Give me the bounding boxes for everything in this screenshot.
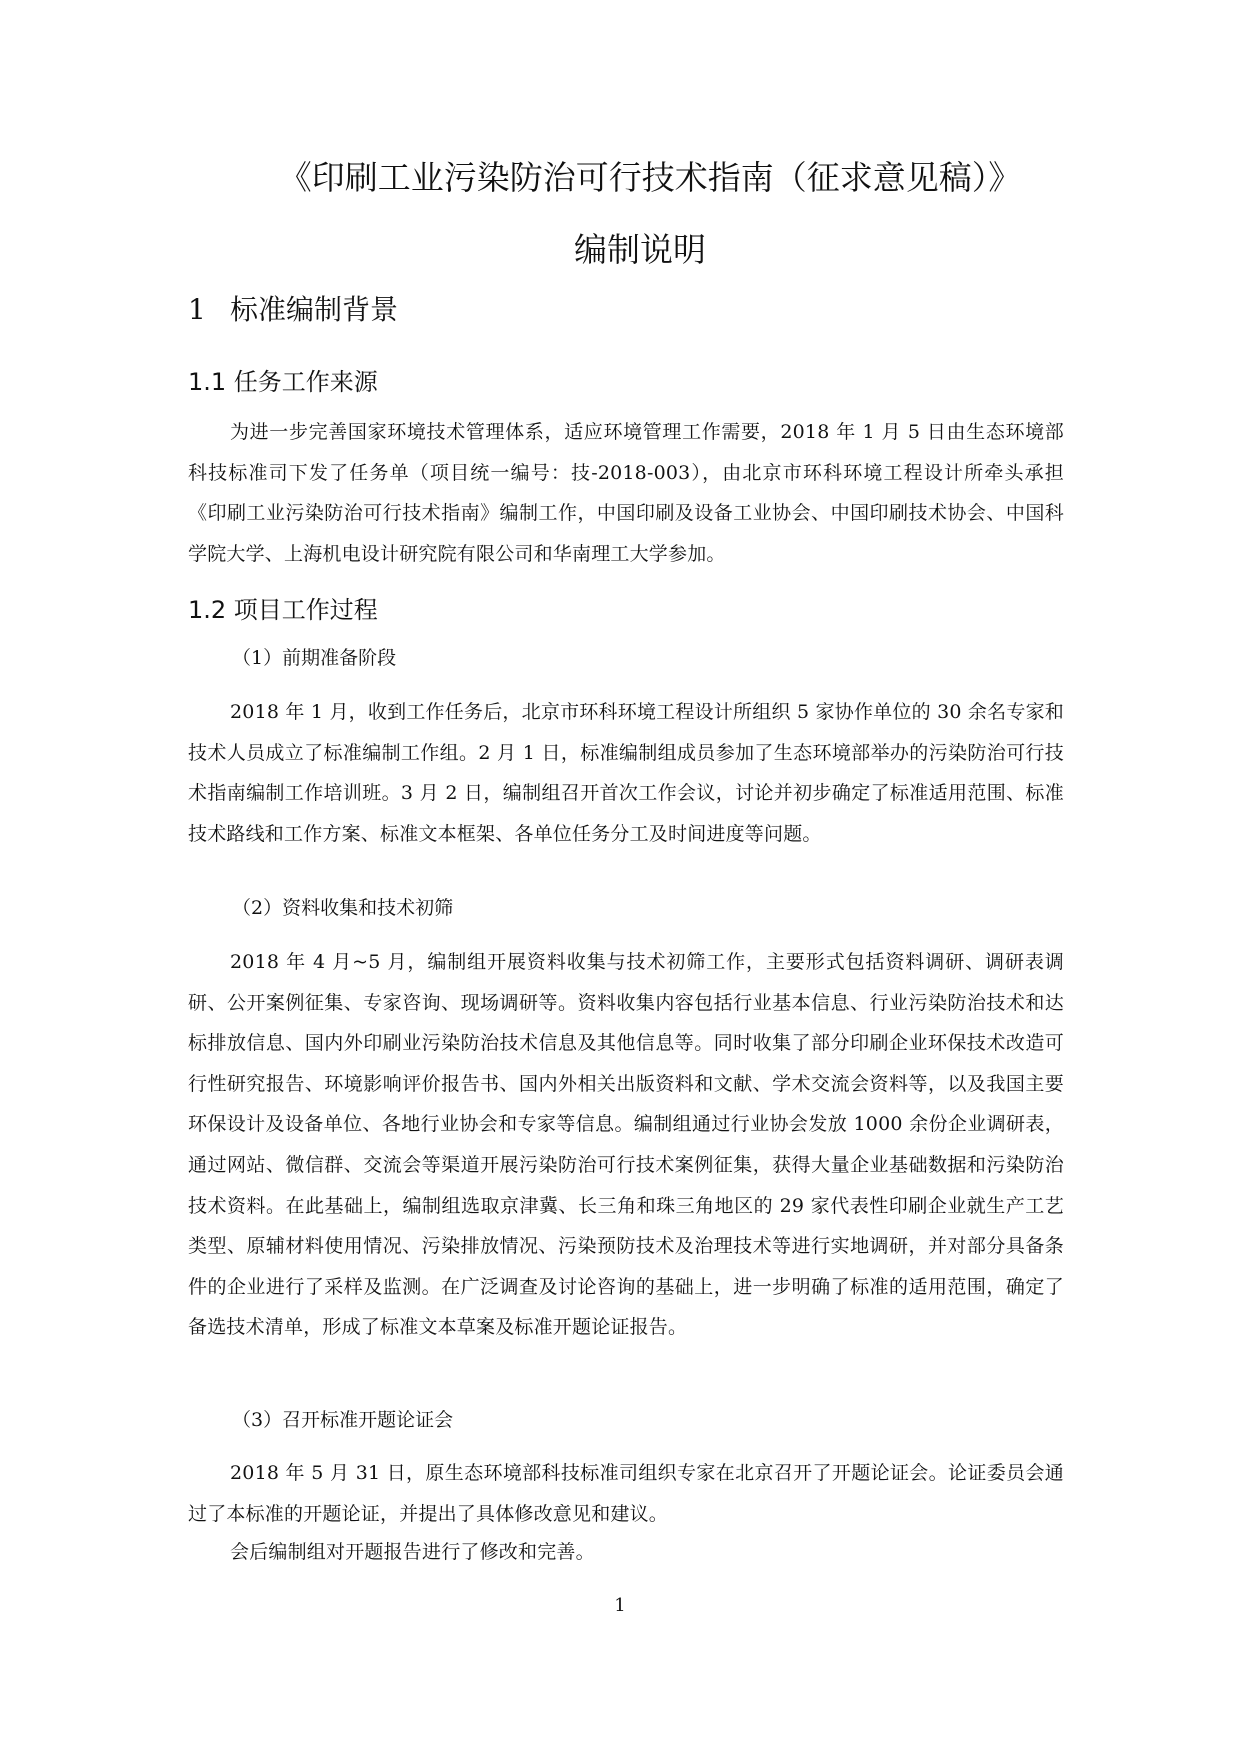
section-1-2-heading: 1.2 项目工作过程 (188, 596, 378, 624)
stage-1-paragraph: 2018 年 1 月，收到工作任务后，北京市环科环境工程设计所组织 5 家协作单位的 30 余名专家和技术人员成立了标准编制工作组。2 月 1 日，标准编制组成员参加了生态环境部举办的污染防治可行技术指南编制工作培训班。3 月 2 日，编制组召开首次工作会议，讨论并初步确定了标准适用范围、标准技术路线和工作方案、标准文本框架、各单位任务分工及时间进度等问题。 (188, 701, 1064, 845)
section-1-number: 1 (188, 293, 206, 326)
section-1-1-paragraph: 为进一步完善国家环境技术管理体系，适应环境管理工作需要，2018 年 1 月 5 日由生态环境部科技标准司下发了任务单（项目统一编号：技-2018-003），由北京市环科环境工程设计所牵头承担《印刷工业污染防治可行技术指南》编制工作，中国印刷及设备工业协会、中国印刷技术协会、中国科学院大学、上海机电设计研究院有限公司和华南理工大学参加。 (188, 421, 1064, 565)
document-subtitle: 编制说明 (574, 230, 706, 269)
stage-3-paragraph: 2018 年 5 月 31 日，原生态环境部科技标准司组织专家在北京召开了开题论证会。论证委员会通过了本标准的开题论证，并提出了具体修改意见和建议。 (188, 1462, 1064, 1525)
stage-3-label: （3）召开标准开题论证会 (232, 1409, 454, 1431)
stage-2-paragraph: 2018 年 4 月~5 月，编制组开展资料收集与技术初筛工作，主要形式包括资料调研、调研表调研、公开案例征集、专家咨询、现场调研等。资料收集内容包括行业基本信息、行业污染防治技术和达标排放信息、国内外印刷业污染防治技术信息及其他信息等。同时收集了部分印刷企业环保技术改造可行性研究报告、环境影响评价报告书、国内外相关出版资料和文献、学术交流会资料等，以及我国主要环保设计及设备单位、各地行业协会和专家等信息。编制组通过行业协会发放 1000 余份企业调研表，通过网站、微信群、交流会等渠道开展污染防治可行技术案例征集，获得大量企业基础数据和污染防治技术资料。在此基础上，编制组选取京津冀、长三角和珠三角地区的 29 家代表性印刷企业就生产工艺类型、原辅材料使用情况、污染排放情况、污染预防技术及治理技术等进行实地调研，并对部分具备条件的企业进行了采样及监测。在广泛调查及讨论咨询的基础上，进一步明确了标准的适用范围，确定了备选技术清单，形成了标准文本草案及标准开题论证报告。 (188, 951, 1064, 1339)
section-1-title: 标准编制背景 (230, 293, 399, 326)
document-title: 《印刷工业污染防治可行技术指南（征求意见稿）》 (278, 158, 1022, 197)
section-1-heading (188, 290, 398, 330)
closing-paragraph: 会后编制组对开题报告进行了修改和完善。 (230, 1541, 595, 1563)
stage-1-label: （1）前期准备阶段 (232, 647, 397, 669)
stage-2-label: （2）资料收集和技术初筛 (232, 897, 454, 919)
section-1-1-heading: 1.1 任务工作来源 (188, 368, 378, 396)
page-number: 1 (614, 1595, 626, 1616)
